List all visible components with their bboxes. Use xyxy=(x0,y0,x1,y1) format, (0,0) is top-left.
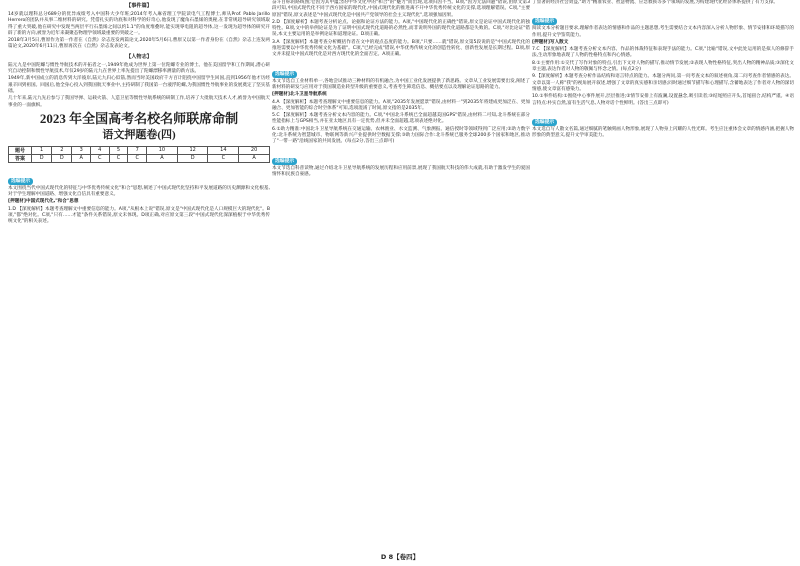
tip-badge: 选编提示 xyxy=(272,158,297,165)
table-cell: D xyxy=(32,154,52,162)
table-cell: C xyxy=(90,154,109,162)
table-cell: A xyxy=(239,154,270,162)
paragraph: 2018年3月5日,曹原作为第一作者在《自然》杂志连发两篇论文,2020年5月6日,曹原又以第一作者身份在《自然》杂志上连发两篇论文,2020年6月11日,曹原再次在《自然》杂志发表论文。 xyxy=(8,38,270,50)
paragraph: 本文选自写人散文名篇,通过细腻的笔触刻画人物形象,展现了人物身上闪耀的人性光辉。考生应注重体会文章的情感内涵,把握人物形象的典型意义,提升文学审美能力。 xyxy=(532,126,794,139)
answer-explanation: 5.C 【深度解析】本题考查分析文本内容的能力。C项,"中国北斗系统已全面超越美国GPS"错误,由材料二可知,北斗系统在部分性能指标上与GPS相当,并在亚太地区具有一定优势,但并未全面超越,选项表述绝对化。 xyxy=(272,113,530,125)
tip-badge: 选编提示 xyxy=(532,119,557,126)
answer-explanation: 7.C 【深度解析】本题考查分析文本内容、作品的体裁特征和表现手法的能力。C项,"比喻"错误,文中此处运用的是拟人的修辞手法,生动形象地表现了人物的性格特点和内心情感。 xyxy=(532,47,794,59)
table-cell: A xyxy=(72,154,90,162)
paragraph: 本文围绕当代中国式现代化的特征与中华优秀传统文化"和合"思想,阐述了中国式现代化坚持和平发展道路的历史渊源和文化根基,对于学生理解中国道路、增强文化自信具有重要意义。 xyxy=(8,185,270,198)
paragraph: 14岁就以理科总分689分的优异成绩考入中国科大少年班;2014年考入麻省理工学院读电气工程博士,师从Prof. Pablo Jarillo Herrero的团队并从事二维材料的研究。凭借扎实的功底和对科学的好奇心,他发现了魔角石墨烯的奥秘,在非常规超导研究领域取得了重大突破,他在研究中发现当两层平行石墨烯之间以约1.1°的角度堆叠时,能实现零电阻的超导体,这一发现为超导体的研究开辟了新的方向,被誉为近年来凝聚态物理学领域最重要的突破之一。 xyxy=(8,12,270,36)
table-cell: 题号 xyxy=(9,146,32,154)
item-title: [押题材]中国式现代化,"和合"思想 xyxy=(8,199,79,205)
answer-explanation: 6.①助力精准:中国北斗卫星导航系统在交通运输、农林渔业、水文监测、气象测报、通信授时等领域得到广泛应用;②助力数字化:北斗系统为智慧城市、物联网等新兴产业提供时空数据支撑;③助力国际合作:北斗系统已服务全球200多个国家和地区,推动了"一带一路"沿线国家的共同发展。(每点2分,答出三点即可) xyxy=(272,126,530,145)
table-cell: 12 xyxy=(177,146,208,154)
answer-explanation: 8.①主要作用:①交代了写作对象的特点,引出下文对人物的描写,推动情节发展;②表现人物性格特征,突出人物的精神品质;③深化文章主题,表达作者对人物的敬佩与怀念之情。(每点2分) xyxy=(532,60,794,73)
answer-explanation: 2.D 【深度解析】本题考查分析论点、论据和论证方法的能力。A项,"中国现代化的正确性"错误,原文是论证中国式现代化的独特性。B项,文中的举例论证是为了证明中国式现代化道路的必然性,而非说明外国的现代化道路都是失败的。C项,"对比论证"错误,本文主要运用的是举例论证和道理论证。D项正确。 xyxy=(272,19,530,38)
item-title: [押题材]北斗卫星导航系统 xyxy=(272,92,327,98)
table-cell: D xyxy=(177,154,208,162)
exam-subtitle: 语文押题卷(四) xyxy=(102,128,176,141)
table-cell: 10 xyxy=(147,146,178,154)
table-cell: 答案 xyxy=(9,154,32,162)
table-cell: C xyxy=(109,154,128,162)
answer-table-header-row xyxy=(9,146,270,154)
paragraph: 陆元九是中国陀螺与惯性导航技术的开拓者之一,1949年他成为世界上第一位陀螺专业的博士。他在美国留学和工作期间,潜心研究自动控制和惯性导航技术,年仅29岁的陆元九在世界上率先提出了陀螺漂移率测量的新方法。 xyxy=(8,62,270,75)
table-cell: 4 xyxy=(90,146,109,154)
table-cell: C xyxy=(128,154,147,162)
section-heading-person: 【人物志】 xyxy=(126,53,152,60)
item-title: [押题材]写人散文 xyxy=(532,39,569,45)
answer-table xyxy=(8,146,270,163)
page-number: D 8【卷四】 xyxy=(380,553,420,561)
tip-badge: 选编提示 xyxy=(532,18,557,25)
answer-explanation: 4.A 【深度解析】本题考查理解文中重要信息的能力。A项,"2035年发展愿景"错误,由材料一"到2035年将建成更加泛在、更加融合、更加智能的综合时空体系"可知,选项混淆了时间,原文指的是2035年。 xyxy=(272,99,530,111)
middle-column xyxy=(272,0,530,550)
answer-explanation: 9.【深度解析】本题考查分析作品结构和语言特点的能力。本题分两问,第一问考查文本的叙述视角,第二问考查作者情感的表达。文章以第一人称"我"的视角展开叙述,增强了文章的真实感和亲切感;同时通过细节描写和心理描写,含蓄地表达了作者对人物的深切情感,使文章富有感染力。 xyxy=(532,74,794,92)
answer-explanation: 1.D 【深度解析】本题考查理解文中重要信息的能力。A项,"从根本上说"错误,原文是"中国式现代化是人口规模巨大的现代化"。B项,"都"绝对化。C项,"只有……才能"条件关系错误,原文未体现。D项正确,对应原文第三段"中国式现代化深深植根于中华优秀传统文化"的相关表述。 xyxy=(8,206,270,225)
tip-badge: 选编提示 xyxy=(272,71,297,78)
paragraph: 本文节选自科普读物,通过介绍北斗卫星导航系统的发展历程和应用前景,展现了我国航天科技的伟大成就,有助于激发学生的爱国情怀和民族自豪感。 xyxy=(272,165,530,177)
tip-badge: 选编提示 xyxy=(8,178,33,185)
answer-table-answer-row xyxy=(9,154,270,162)
table-cell: 7 xyxy=(128,146,147,154)
section-heading-event: 【事件篇】 xyxy=(126,3,152,9)
paragraph: 1949年,新中国成立的消息传到大洋彼岸,陆元九归心似箭,然而当时美国政府千方百计阻挠中国留学生回国,直到1956年他才历经艰辛回到祖国。回国后,他全身心投入到我国航天事业中,主持研制了我国第一台液浮陀螺,为我国惯性导航事业的发展奠定了坚实基础。 xyxy=(8,76,270,94)
paragraph: 几十年来,陆元九先后参与了我国导弹、运载火箭、人造卫星等惯性导航系统的研制工作,培养了大批航天技术人才,被誉为中国航天事业的一面旗帜。 xyxy=(8,96,270,108)
table-cell: 2 xyxy=(52,146,72,154)
table-cell: D xyxy=(52,154,72,162)
answer-explanation: 10.①事件结构:①围绕中心事件展开,层层推进;②情节安排上有波澜,设置悬念,吸引读者;③结尾照应开头,首尾圆合,结构严谨。④语言特点:朴实自然,富有生活气息,人物对话个性鲜明。(答出三点即可) xyxy=(532,94,794,106)
table-cell: 20 xyxy=(239,146,270,154)
table-cell: 14 xyxy=(208,146,239,154)
paragraph: 了显著的经济社会效益,"助力"精准农业、智慧物流、应急救援等多个领域的发展,为构建现代化经济体系提供了有力支撑。 xyxy=(532,0,779,5)
left-column xyxy=(8,0,270,550)
paragraph: 阅读文本分析题目要求,理解作者表达的情感和作品的主题思想,考生需要结合文本内容深入分析人物形象、情节安排和环境描写的作用,提升文学鉴赏能力。 xyxy=(532,26,794,38)
table-cell: A xyxy=(147,154,178,162)
table-cell: 3 xyxy=(72,146,90,154)
table-cell: 1 xyxy=(32,146,52,154)
table-cell: 5 xyxy=(109,146,128,154)
paragraph: 奋斗目标的路线图;仓因为其中蕴含的中华文化中的"和合"的"魅力"而出现,选项归因不当。B项,"因为无法回避"错误,由原文第3段可知,中国式现代化不同于西方国家的现代化,中国式现代化的推进离不开中华优秀传统文化的支撑,选项理解错误。C项,"主要原因"错误,原文表述是"中国式现代化是中国共产党领导的社会主义现代化",选项强加因果。 xyxy=(272,0,530,18)
right-column xyxy=(532,0,794,550)
paragraph: 本文节选自工业材料单一,各地尝试推动三种材料的有机融合,为中国工业化发展提供了新思路。文章从工业发展需要出发,阐述了新材料的研发与应用对于我国制造业转型升级的重要意义,考查考生筛选信息、概括要点以及理解论证思路的能力。 xyxy=(272,78,530,90)
answer-explanation: 3.A 【深度解析】本题考查分析概括作者在文中的观点态度的能力。B项,"只要……就"错误,原文第5段说的是"中国式现代化的推进需要以中华优秀传统文化为基础"。C项,"已经完成"错误,中华优秀传统文化的创造性转化、创新性发展是长期过程。D项,原文并未提及中国式现代化是对西方现代化的全面否定。A项正确。 xyxy=(272,39,530,58)
exam-title: 2023 年全国高考名校名师联席命制 xyxy=(39,110,239,126)
table-cell: C xyxy=(208,154,239,162)
